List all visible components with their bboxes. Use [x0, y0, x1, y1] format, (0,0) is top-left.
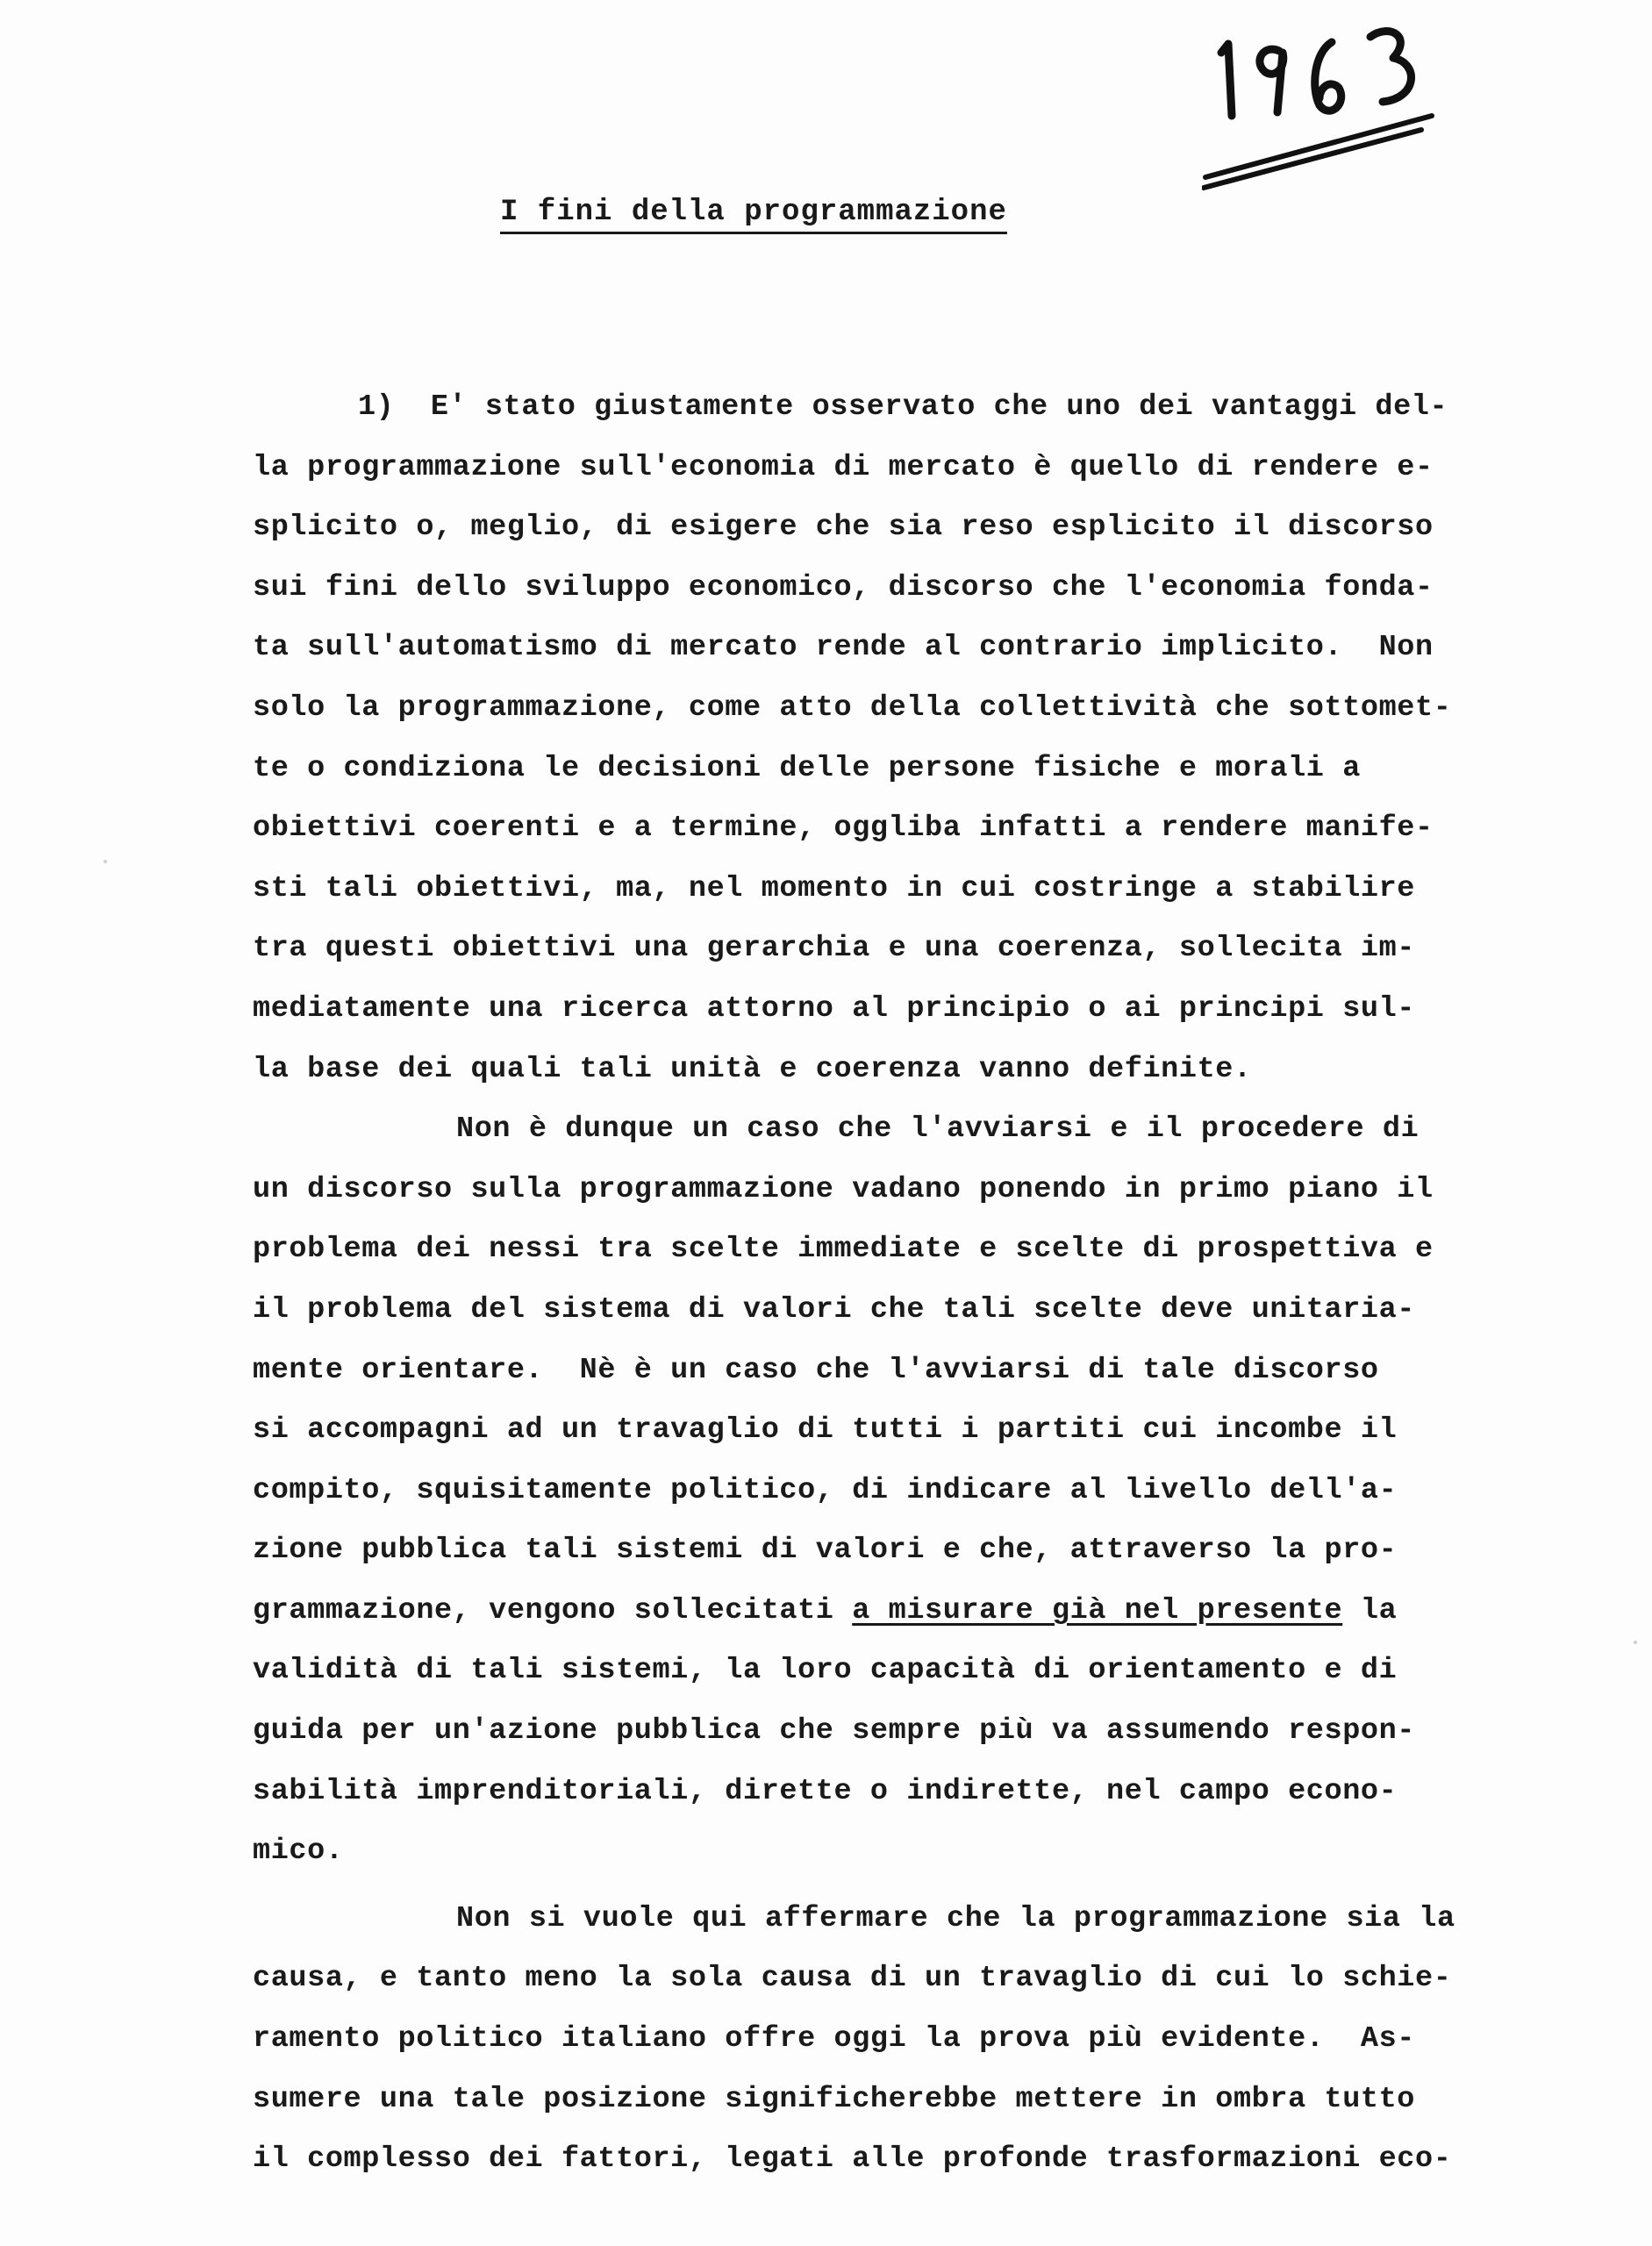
line-text: la base dei quali tali unità e coerenza vanno definite.	[253, 1052, 1252, 1086]
text-line	[253, 979, 1621, 1040]
text-line	[253, 1220, 1621, 1280]
scan-speck	[1634, 1641, 1637, 1644]
text-line	[253, 1641, 1621, 1701]
text-line	[253, 1099, 1621, 1160]
line-text: ta sull'automatismo di mercato rende al contrario implicito. Non	[253, 631, 1434, 665]
text-line	[253, 2070, 1621, 2130]
body-text	[253, 377, 1621, 2190]
document-title: I fini della programmazione	[500, 195, 1007, 234]
text-line	[253, 618, 1621, 678]
text-line	[253, 2129, 1621, 2190]
text-line	[253, 1889, 1621, 1949]
line-text: un discorso sulla programmazione vadano ponendo in primo piano il	[253, 1172, 1434, 1206]
line-text: compito, squisitamente politico, di indicare al livello dell'a-	[253, 1473, 1398, 1507]
line-text: ramento politico italiano offre oggi la prova più evidente. As-	[253, 2022, 1416, 2056]
line-text: sti tali obiettivi, ma, nel momento in cui costringe a stabilire	[253, 871, 1416, 905]
line-text: te o condiziona le decisioni delle persone fisiche e morali a	[253, 751, 1361, 785]
text-line	[253, 1949, 1621, 2009]
text-line	[253, 1461, 1621, 1521]
year-double-underline	[1202, 97, 1439, 193]
line-text: il complesso dei fattori, legati alle profonde trasformazioni eco-	[253, 2142, 1452, 2177]
text-line	[253, 1341, 1621, 1401]
line-text: 1) E' stato giustamente osservato che uno dei vantaggi del-	[358, 390, 1448, 424]
text-line	[253, 1280, 1621, 1341]
text-line	[253, 377, 1621, 438]
line-text: mico.	[253, 1835, 344, 1869]
line-text: zione pubblica tali sistemi di valori e che, attraverso la pro-	[253, 1534, 1398, 1568]
line-text: sui fini dello sviluppo economico, discorso che l'economia fonda-	[253, 570, 1434, 604]
text-line	[253, 739, 1621, 799]
line-text: validità di tali sistemi, la loro capacità di orientamento e di	[253, 1654, 1398, 1688]
line-text: guida per un'azione pubblica che sempre più va assumendo respon-	[253, 1714, 1416, 1749]
text-line	[253, 438, 1621, 498]
text-line	[253, 1581, 1621, 1642]
line-text: obiettivi coerenti e a termine, ogglibа infatti a rendere manife-	[253, 812, 1434, 846]
text-line	[253, 1701, 1621, 1762]
line-text: la programmazione sull'economia di mercato è quello di rendere e-	[253, 450, 1434, 484]
text-line	[253, 1762, 1621, 1822]
text-line	[253, 1160, 1621, 1220]
text-line	[253, 859, 1621, 919]
text-line	[253, 1520, 1621, 1581]
text-line	[253, 919, 1621, 979]
text-line	[253, 497, 1621, 558]
text-line	[253, 2009, 1621, 2070]
line-text: il problema del sistema di valori che tali scelte deve unitaria-	[253, 1292, 1416, 1327]
text-line	[253, 798, 1621, 859]
text-line	[253, 678, 1621, 739]
line-text: mediatamente una ricerca attorno al principio o ai principi sul-	[253, 991, 1416, 1026]
line-text: sumere una tale posizione significherebbe mettere in ombra tutto	[253, 2082, 1416, 2116]
line-text: Non è dunque un caso che l'avviarsi e il procedere di	[456, 1112, 1420, 1147]
text-line	[253, 1400, 1621, 1461]
line-text: splicito o, meglio, di esigere che sia reso esplicito il discorso	[253, 511, 1434, 545]
line-text: si accompagni ad un travaglio di tutti i partiti cui incombe il	[253, 1413, 1398, 1448]
line-text: problema dei nessi tra scelte immediate e scelte di prospettiva e	[253, 1233, 1434, 1267]
scan-speck	[104, 860, 107, 863]
line-text: causa, e tanto meno la sola causa di un travaglio di cui lo schie-	[253, 1962, 1452, 1996]
line-text: grammazione, vengono sollecitati	[253, 1593, 853, 1627]
underlined-phrase: a misurare già nel presente	[852, 1593, 1343, 1627]
line-text: Non si vuole qui affermare che la programmazione sia la	[456, 1901, 1455, 1935]
line-text: mente orientare. Nè è un caso che l'avviarsi di tale discorso	[253, 1353, 1379, 1387]
line-text: tra questi obiettivi una gerarchia e una coerenza, sollecita im-	[253, 932, 1416, 966]
line-text: solo la programmazione, come atto della collettività che sottomet-	[253, 690, 1452, 725]
text-line	[253, 558, 1621, 619]
text-line	[253, 1040, 1621, 1100]
line-text: la	[1342, 1593, 1398, 1627]
text-line	[253, 1821, 1621, 1882]
line-text: sabilità imprenditoriali, dirette o indirette, nel campo econo-	[253, 1774, 1398, 1808]
